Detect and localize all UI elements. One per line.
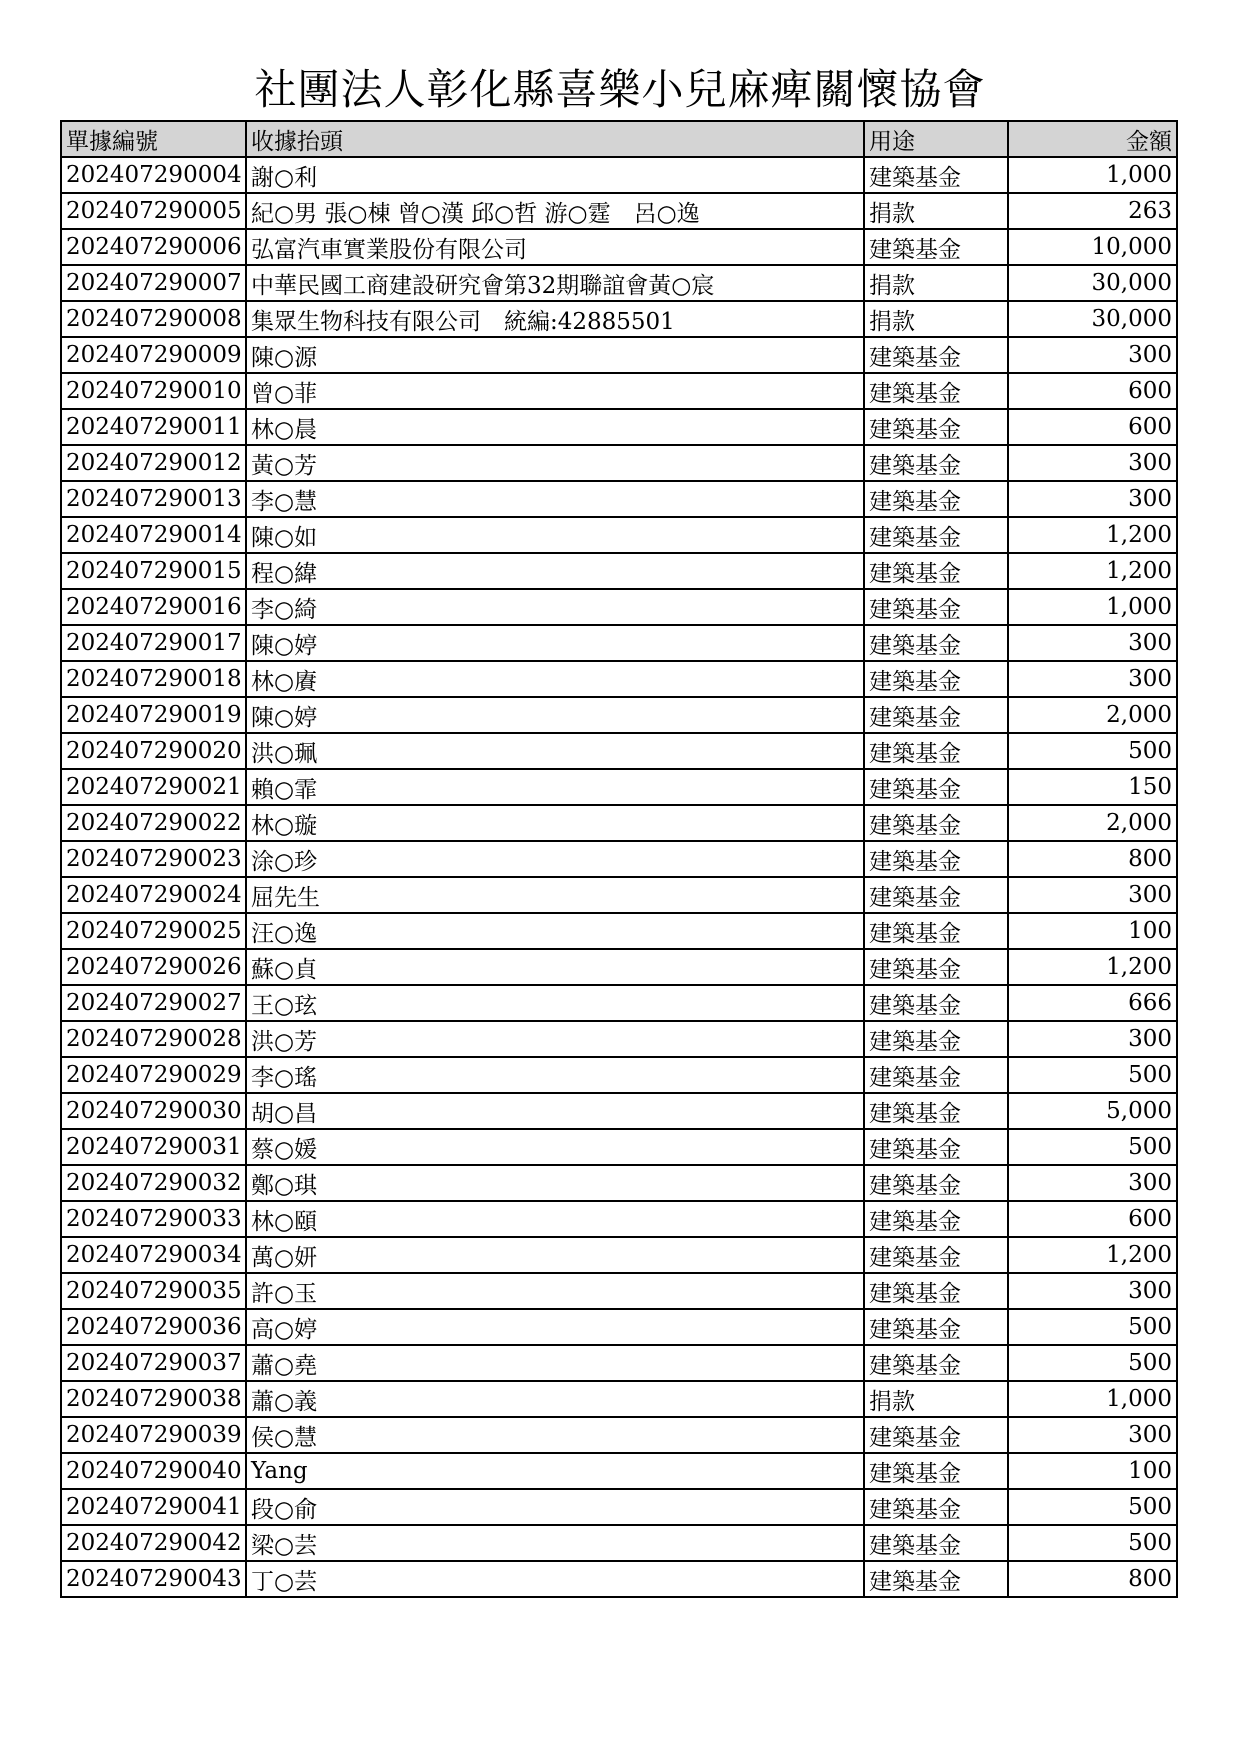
amount-cell: 1,000 [1008,1381,1177,1417]
amount-cell: 600 [1008,373,1177,409]
payer-cell: 陳○婷 [246,625,864,661]
payer-cell: 洪○珮 [246,733,864,769]
payer-cell: 弘富汽車實業股份有限公司 [246,229,864,265]
amount-cell: 1,000 [1008,589,1177,625]
amount-cell: 263 [1008,193,1177,229]
purpose-cell: 建築基金 [864,985,1008,1021]
table-row [61,1273,1177,1309]
receipt-no-cell: 202407290023 [61,841,246,877]
purpose-cell: 建築基金 [864,769,1008,805]
receipt-no-cell: 202407290012 [61,445,246,481]
table-row [61,805,1177,841]
amount-cell: 300 [1008,481,1177,517]
purpose-cell: 建築基金 [864,1273,1008,1309]
receipt-no-cell: 202407290019 [61,697,246,733]
receipt-no-cell: 202407290017 [61,625,246,661]
receipt-no-cell: 202407290037 [61,1345,246,1381]
receipt-no-cell: 202407290007 [61,265,246,301]
amount-cell: 300 [1008,1165,1177,1201]
receipt-no-cell: 202407290034 [61,1237,246,1273]
receipt-no-cell: 202407290028 [61,1021,246,1057]
table-row [61,445,1177,481]
receipt-no-cell: 202407290040 [61,1453,246,1489]
payer-cell: 蘇○貞 [246,949,864,985]
payer-cell: 侯○慧 [246,1417,864,1453]
payer-cell: Yang [246,1453,864,1489]
amount-cell: 300 [1008,877,1177,913]
table-row [61,1129,1177,1165]
receipt-no-cell: 202407290021 [61,769,246,805]
payer-cell: 汪○逸 [246,913,864,949]
table-row [61,733,1177,769]
receipt-no-cell: 202407290038 [61,1381,246,1417]
receipt-no-cell: 202407290029 [61,1057,246,1093]
payer-cell: 林○頤 [246,1201,864,1237]
table-row [61,1453,1177,1489]
purpose-cell: 建築基金 [864,445,1008,481]
payer-cell: 李○慧 [246,481,864,517]
amount-cell: 800 [1008,1561,1177,1597]
page-title: 社團法人彰化縣喜樂小兒麻痺關懷協會 [254,65,986,114]
receipt-no-cell: 202407290035 [61,1273,246,1309]
table-row [61,1021,1177,1057]
purpose-cell: 建築基金 [864,733,1008,769]
purpose-cell: 建築基金 [864,625,1008,661]
table-row [61,697,1177,733]
purpose-cell: 建築基金 [864,1561,1008,1597]
table-row [61,1417,1177,1453]
amount-cell: 800 [1008,841,1177,877]
receipt-no-cell: 202407290010 [61,373,246,409]
receipt-no-cell: 202407290030 [61,1093,246,1129]
table-row [61,229,1177,265]
purpose-cell: 捐款 [864,301,1008,337]
table-row [61,481,1177,517]
amount-cell: 100 [1008,913,1177,949]
header-amount: 金額 [1008,121,1177,157]
amount-cell: 1,200 [1008,553,1177,589]
receipt-no-cell: 202407290020 [61,733,246,769]
payer-cell: 陳○源 [246,337,864,373]
table-row [61,949,1177,985]
receipt-no-cell: 202407290015 [61,553,246,589]
amount-cell: 500 [1008,1309,1177,1345]
receipt-no-cell: 202407290036 [61,1309,246,1345]
receipt-no-cell: 202407290013 [61,481,246,517]
amount-cell: 300 [1008,625,1177,661]
amount-cell: 300 [1008,1273,1177,1309]
purpose-cell: 建築基金 [864,1129,1008,1165]
amount-cell: 300 [1008,445,1177,481]
payer-cell: 洪○芳 [246,1021,864,1057]
purpose-cell: 建築基金 [864,697,1008,733]
table-row [61,373,1177,409]
amount-cell: 1,200 [1008,949,1177,985]
receipt-no-cell: 202407290042 [61,1525,246,1561]
table-row [61,265,1177,301]
payer-cell: 中華民國工商建設研究會第32期聯誼會黃○宸 [246,265,864,301]
receipt-no-cell: 202407290027 [61,985,246,1021]
payer-cell: 紀○男 張○棟 曾○漢 邱○哲 游○霆 呂○逸 [246,193,864,229]
receipt-no-cell: 202407290024 [61,877,246,913]
purpose-cell: 建築基金 [864,805,1008,841]
amount-cell: 500 [1008,1345,1177,1381]
payer-cell: 丁○芸 [246,1561,864,1597]
table-row [61,661,1177,697]
purpose-cell: 捐款 [864,193,1008,229]
table-header-row [61,121,1177,157]
table-row [61,1201,1177,1237]
payer-cell: 胡○昌 [246,1093,864,1129]
purpose-cell: 建築基金 [864,589,1008,625]
header-receipt-no: 單據編號 [61,121,246,157]
amount-cell: 600 [1008,409,1177,445]
amount-cell: 5,000 [1008,1093,1177,1129]
purpose-cell: 捐款 [864,265,1008,301]
amount-cell: 666 [1008,985,1177,1021]
table-row [61,553,1177,589]
table-row [61,913,1177,949]
table-row [61,337,1177,373]
payer-cell: 林○賡 [246,661,864,697]
table-row [61,1381,1177,1417]
payer-cell: 涂○珍 [246,841,864,877]
purpose-cell: 建築基金 [864,1309,1008,1345]
amount-cell: 30,000 [1008,301,1177,337]
table-row [61,517,1177,553]
purpose-cell: 建築基金 [864,877,1008,913]
payer-cell: 曾○菲 [246,373,864,409]
payer-cell: 林○晨 [246,409,864,445]
payer-cell: 李○綺 [246,589,864,625]
payer-cell: 陳○婷 [246,697,864,733]
table-row [61,985,1177,1021]
receipt-no-cell: 202407290004 [61,157,246,193]
purpose-cell: 建築基金 [864,1453,1008,1489]
payer-cell: 王○玹 [246,985,864,1021]
table-row [61,589,1177,625]
payer-cell: 賴○霏 [246,769,864,805]
purpose-cell: 建築基金 [864,1489,1008,1525]
purpose-cell: 建築基金 [864,1237,1008,1273]
purpose-cell: 建築基金 [864,157,1008,193]
purpose-cell: 建築基金 [864,1165,1008,1201]
amount-cell: 500 [1008,1129,1177,1165]
receipt-no-cell: 202407290009 [61,337,246,373]
table-body [61,157,1177,1597]
amount-cell: 1,200 [1008,1237,1177,1273]
payer-cell: 蕭○義 [246,1381,864,1417]
purpose-cell: 建築基金 [864,553,1008,589]
receipt-no-cell: 202407290039 [61,1417,246,1453]
payer-cell: 梁○芸 [246,1525,864,1561]
purpose-cell: 建築基金 [864,1345,1008,1381]
receipt-no-cell: 202407290031 [61,1129,246,1165]
receipt-no-cell: 202407290032 [61,1165,246,1201]
purpose-cell: 建築基金 [864,841,1008,877]
payer-cell: 屈先生 [246,877,864,913]
amount-cell: 30,000 [1008,265,1177,301]
table-row [61,841,1177,877]
amount-cell: 300 [1008,661,1177,697]
table-row [61,877,1177,913]
header-purpose: 用途 [864,121,1008,157]
receipt-no-cell: 202407290033 [61,1201,246,1237]
amount-cell: 1,000 [1008,157,1177,193]
payer-cell: 蔡○媛 [246,1129,864,1165]
payer-cell: 集眾生物科技有限公司 統編:42885501 [246,301,864,337]
table-row [61,1093,1177,1129]
purpose-cell: 建築基金 [864,1057,1008,1093]
receipt-no-cell: 202407290043 [61,1561,246,1597]
table-row [61,1489,1177,1525]
table-row [61,1237,1177,1273]
receipts-table [60,120,1178,1598]
amount-cell: 10,000 [1008,229,1177,265]
payer-cell: 李○瑤 [246,1057,864,1093]
amount-cell: 2,000 [1008,697,1177,733]
table-row [61,1525,1177,1561]
purpose-cell: 建築基金 [864,229,1008,265]
purpose-cell: 建築基金 [864,373,1008,409]
purpose-cell: 建築基金 [864,481,1008,517]
amount-cell: 150 [1008,769,1177,805]
receipt-no-cell: 202407290014 [61,517,246,553]
receipt-no-cell: 202407290041 [61,1489,246,1525]
purpose-cell: 建築基金 [864,1525,1008,1561]
receipt-no-cell: 202407290026 [61,949,246,985]
header-payer: 收據抬頭 [246,121,864,157]
table-row [61,409,1177,445]
table-row [61,193,1177,229]
receipt-no-cell: 202407290018 [61,661,246,697]
amount-cell: 600 [1008,1201,1177,1237]
payer-cell: 高○婷 [246,1309,864,1345]
amount-cell: 300 [1008,1021,1177,1057]
table-row [61,1561,1177,1597]
amount-cell: 500 [1008,1057,1177,1093]
payer-cell: 段○俞 [246,1489,864,1525]
amount-cell: 500 [1008,1525,1177,1561]
purpose-cell: 建築基金 [864,409,1008,445]
purpose-cell: 捐款 [864,1381,1008,1417]
receipt-no-cell: 202407290025 [61,913,246,949]
payer-cell: 謝○利 [246,157,864,193]
receipt-no-cell: 202407290016 [61,589,246,625]
receipt-no-cell: 202407290011 [61,409,246,445]
amount-cell: 300 [1008,1417,1177,1453]
payer-cell: 程○緯 [246,553,864,589]
purpose-cell: 建築基金 [864,1021,1008,1057]
payer-cell: 蕭○堯 [246,1345,864,1381]
receipt-no-cell: 202407290006 [61,229,246,265]
table-row [61,157,1177,193]
purpose-cell: 建築基金 [864,661,1008,697]
purpose-cell: 建築基金 [864,1201,1008,1237]
purpose-cell: 建築基金 [864,913,1008,949]
purpose-cell: 建築基金 [864,337,1008,373]
receipt-no-cell: 202407290022 [61,805,246,841]
purpose-cell: 建築基金 [864,517,1008,553]
amount-cell: 500 [1008,1489,1177,1525]
amount-cell: 2,000 [1008,805,1177,841]
amount-cell: 100 [1008,1453,1177,1489]
payer-cell: 林○璇 [246,805,864,841]
purpose-cell: 建築基金 [864,1093,1008,1129]
payer-cell: 陳○如 [246,517,864,553]
table-row [61,1309,1177,1345]
receipt-no-cell: 202407290005 [61,193,246,229]
table-row [61,301,1177,337]
amount-cell: 300 [1008,337,1177,373]
table-row [61,769,1177,805]
amount-cell: 1,200 [1008,517,1177,553]
table-row [61,1057,1177,1093]
payer-cell: 萬○妍 [246,1237,864,1273]
payer-cell: 許○玉 [246,1273,864,1309]
purpose-cell: 建築基金 [864,1417,1008,1453]
payer-cell: 黃○芳 [246,445,864,481]
payer-cell: 鄭○琪 [246,1165,864,1201]
table-row [61,625,1177,661]
purpose-cell: 建築基金 [864,949,1008,985]
amount-cell: 500 [1008,733,1177,769]
receipt-no-cell: 202407290008 [61,301,246,337]
table-row [61,1345,1177,1381]
table-row [61,1165,1177,1201]
